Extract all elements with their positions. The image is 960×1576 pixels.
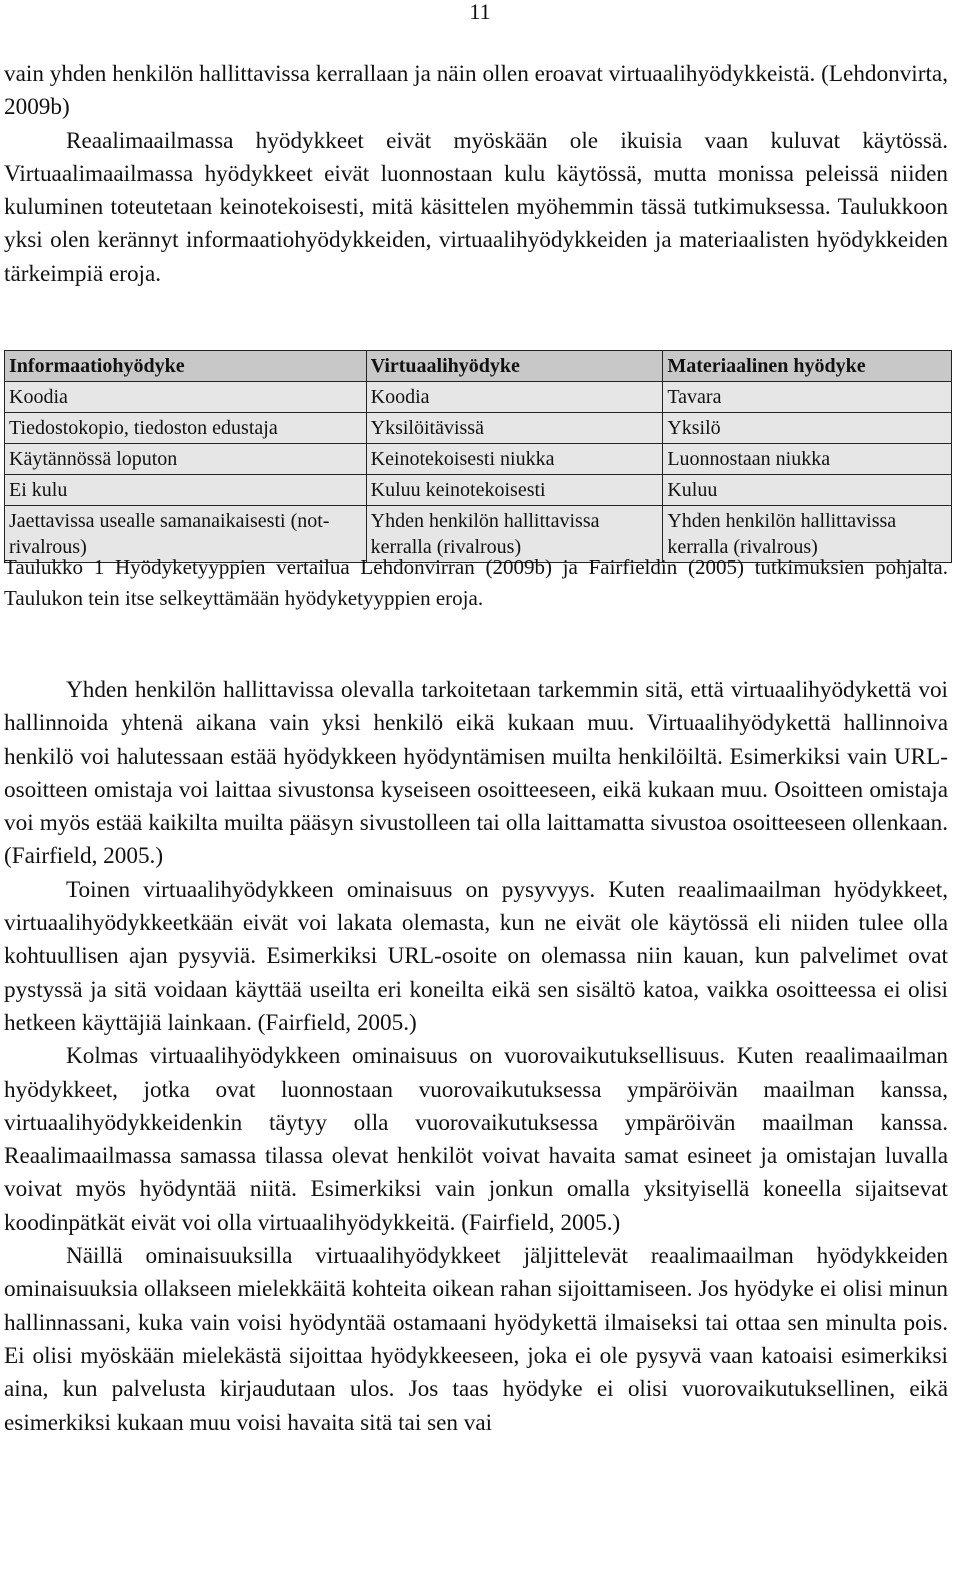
- table-cell: Käytännössä loputon: [5, 444, 367, 475]
- table-cell: Yhden henkilön hallittavissa kerralla (rivalrous): [663, 506, 952, 563]
- intro-section: [4, 58, 948, 291]
- table-row: [5, 444, 952, 475]
- header-cell: Informaatiohyödyke: [5, 351, 367, 382]
- table-header-row: [5, 351, 952, 382]
- table-cell: Yksilö: [663, 413, 952, 444]
- table-cell: Koodia: [366, 382, 663, 413]
- header-cell: Virtuaalihyödyke: [366, 351, 663, 382]
- table-caption: Taulukko 1 Hyödyketyyppien vertailua Lehdonvirran (2009b) ja Fairfieldin (2005) tutkimuksien pohjalta. Taulukon tein itse selkeyttämään hyödyketyyppien eroja.: [4, 555, 948, 610]
- table-cell: Keinotekoisesti niukka: [366, 444, 663, 475]
- table-cell: Tiedostokopio, tiedoston edustaja: [5, 413, 367, 444]
- table-row: [5, 382, 952, 413]
- table-cell: Kuluu: [663, 475, 952, 506]
- table-cell: Kuluu keinotekoisesti: [366, 475, 663, 506]
- comparison-table: [4, 350, 952, 563]
- paragraph: Yhden henkilön hallittavissa olevalla tarkoitetaan tarkemmin sitä, että virtuaalihyödykettä voi hallinnoida yhtenä aikana vain yksi henkilö eikä kukaan muu. Virtuaalihyödykettä hallinnoiva henkilö voi halutessaan estää hyödykkeen hyödyntämisen muilta henkilöiltä. Esimerkiksi vain URL-osoitteen omistaja voi laittaa sivustonsa kyseiseen osoitteeseen, eikä kukaan muu. Osoitteen omistaja voi myös estää kaikilta muilta pääsyn sivustolleen tai olla laittamatta sivustoa osoitteeseen ollenkaan. (Fairfield, 2005.): [4, 677, 948, 870]
- table-cell: Tavara: [663, 382, 952, 413]
- table-cell: Yhden henkilön hallittavissa kerralla (rivalrous): [366, 506, 663, 563]
- table-cell: Yksilöitävissä: [366, 413, 663, 444]
- table-row: [5, 413, 952, 444]
- table-cell: Koodia: [5, 382, 367, 413]
- paragraph: vain yhden henkilön hallittavissa kerrallaan ja näin ollen eroavat virtuaalihyödykkeistä. (Lehdonvirta, 2009b): [4, 61, 948, 121]
- table-cell: Ei kulu: [5, 475, 367, 506]
- paragraph: Toinen virtuaalihyödykkeen ominaisuus on pysyvyys. Kuten reaalimaailman hyödykkeet, virtuaalihyödykkeetkään eivät voi lakata olemasta, kun ne eivät ole käytössä eli niiden tulee olla kohtuullisen ajan pysyviä. Esimerkiksi URL-osoite on olemassa niin kauan, kun palvelimet ovat pystyssä ja sitä voidaan käyttää useilta eri koneilta eikä sen sisältö katoa, vaikka osoitteessa ei olisi hetkeen käyttäjiä lainkaan. (Fairfield, 2005.): [4, 876, 948, 1036]
- body-section: [4, 674, 948, 1440]
- table-cell: Jaettavissa usealle samanaikaisesti (not-rivalrous): [5, 506, 367, 563]
- page-number: 11: [469, 0, 491, 24]
- table-cell: Luonnostaan niukka: [663, 444, 952, 475]
- header-cell: Materiaalinen hyödyke: [663, 351, 952, 382]
- paragraph: Kolmas virtuaalihyödykkeen ominaisuus on vuorovaikutuksellisuus. Kuten reaalimaailman hyödykkeet, jotka ovat luonnostaan vuorovaikutuksessa ympäröivän maailman kanssa, virtuaalihyödykkeidenkin täytyy olla vuorovaikutuksessa ympäröivän maailman kanssa. Reaalimaailmassa samassa tilassa olevat henkilöt voivat havaita samat esineet ja omistajan luvalla voivat myös hyödyntää niitä. Esimerkiksi vain jonkun omalla yksityisellä koneella sijaitsevat koodinpätkät eivät voi olla virtuaalihyödykkeitä. (Fairfield, 2005.): [4, 1043, 948, 1236]
- table-row: [5, 475, 952, 506]
- paragraph: Reaalimaailmassa hyödykkeet eivät myöskään ole ikuisia vaan kuluvat käytössä. Virtuaalimaailmassa hyödykkeet eivät luonnostaan kulu käytössä, mutta monissa peleissä niiden kuluminen toteutetaan keinotekoisesti, mitä käsittelen myöhemmin tässä tutkimuksessa. Taulukkoon yksi olen kerännyt informaatiohyödykkeiden, virtuaalihyödykkeiden ja materiaalisten hyödykkeiden tärkeimpiä eroja.: [4, 127, 948, 287]
- paragraph: Näillä ominaisuuksilla virtuaalihyödykkeet jäljittelevät reaalimaailman hyödykkeiden ominaisuuksia ollakseen mielekkäitä kohteita oikean rahan sijoittamiseen. Jos hyödyke ei olisi minun hallinnassani, kuka vain voisi hyödyntää ostamaani hyödykettä ilmaiseksi tai ottaa sen minulta pois. Ei olisi myöskään mielekästä sijoittaa hyödykkeeseen, joka ei ole pysyvä vaan katoaisi esimerkiksi aina, kun palvelusta kirjaudutaan ulos. Jos taas hyödyke ei olisi vuorovaikutuksellinen, eikä esimerkiksi kukaan muu voisi havaita sitä tai sen vai: [4, 1243, 948, 1436]
